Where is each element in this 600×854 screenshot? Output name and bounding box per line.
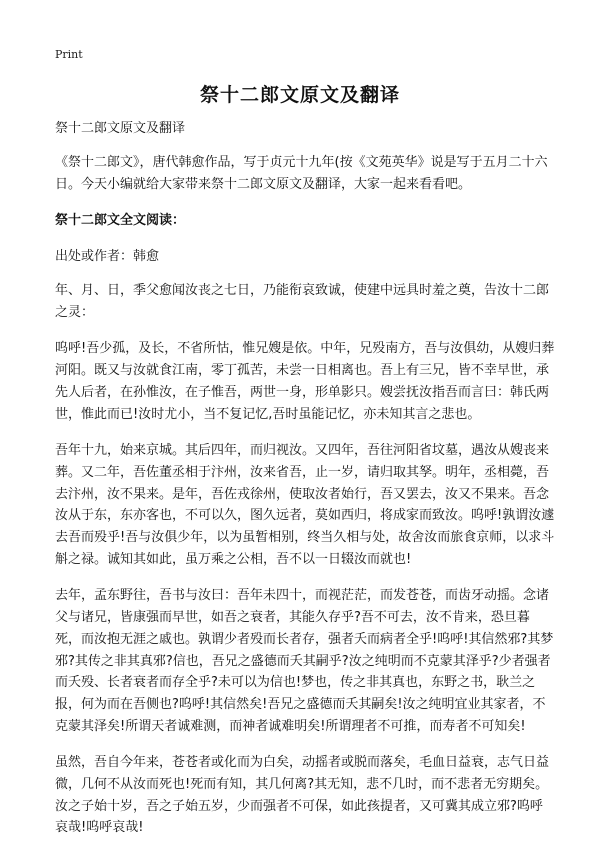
intro-paragraph: 《祭十二郎文》，唐代韩愈作品，写于贞元十九年(按《文苑英华》说是写于五月二十六日。今天小编就给大家带来祭十二郎文原文及翻译，大家一起来看看吧。	[55, 155, 548, 192]
article-subtitle: 祭十二郎文原文及翻译	[55, 121, 186, 136]
section-heading: 祭十二郎文全文阅读：	[55, 213, 186, 228]
print-link[interactable]: Print	[55, 48, 83, 61]
page-title: 祭十二郎文原文及翻译	[199, 84, 400, 106]
paragraph-separation: 吾年十九，始来京城。其后四年，而归视汝。又四年，吾往河阳省坟墓，遇汝从嫂丧来葬。又二年，吾佐董丞相于汴州，汝来省吾，止一岁，请归取其孥。明年，丞相薨，吾去汴州，汝不果来。是年，吾佐戎徐州，使取汝者始行，吾又罢去，汝又不果来。吾念汝从于东，东亦客也，不可以久，图久远者，莫如西归，将成家而致汝。呜呼!孰谓汝遽去吾而殁乎!吾与汝俱少年，以为虽暂相别，终当久相与处，故舍汝而旅食京师，以求斗斛之禄。诚知其如此，虽万乘之公相，吾不以一日辍汝而就也!	[55, 443, 555, 567]
paragraph-decline: 虽然，吾自今年来，苍苍者或化而为白矣，动摇者或脱而落矣，毛血日益衰，志气日益微，几何不从汝而死也!死而有知，其几何离?其无知，悲不几时，而不悲者无穷期矣。汝之子始十岁，吾之子始五岁，少而强者不可保，如此孩提者，又可冀其成立邪?呜呼哀哉!呜呼哀哉!	[55, 755, 550, 836]
article-body	[55, 118, 555, 854]
paragraph-opening: 年、月、日，季父愈闻汝丧之七日，乃能衔哀致诚，使建中远具时羞之奠，告汝十二郎之灵：	[55, 283, 550, 320]
paragraph-childhood: 呜呼!吾少孤，及长，不省所怙，惟兄嫂是依。中年，兄殁南方，吾与汝俱幼，从嫂归葬河阳。既又与汝就食江南，零丁孤苦，未尝一日相离也。吾上有三兄，皆不幸早世，承先人后者，在孙惟汝，在子惟吾，两世一身，形单影只。嫂尝抚汝指吾而言曰：韩氏两世，惟此而已!汝时尤小，当不复记忆,吾时虽能记忆，亦未知其言之悲也。	[55, 341, 555, 422]
paragraph-lament: 去年，孟东野往，吾书与汝曰：吾年未四十，而视茫茫，而发苍苍，而齿牙动摇。念诸父与诸兄，皆康强而早世，如吾之衰者，其能久存乎?吾不可去，汝不肯来，恐旦暮死，而汝抱无涯之戚也。孰谓少者殁而长者存，强者夭而病者全乎!呜呼!其信然邪?其梦邪?其传之非其真邪?信也，吾兄之盛德而夭其嗣乎?汝之纯明而不克蒙其泽乎?少者强者而夭殁、长者衰者而存全乎?未可以为信也!梦也，传之非其真也，东野之书，耿兰之报，何为而在吾侧也?呜呼!其信然矣!吾兄之盛德而夭其嗣矣!汝之纯明宜业其家者，不克蒙其泽矣!所谓天者诚难测，而神者诚难明矣!所谓理者不可推，而寿者不可知矣!	[55, 588, 554, 734]
author-line: 出处或作者：韩愈	[55, 249, 160, 264]
